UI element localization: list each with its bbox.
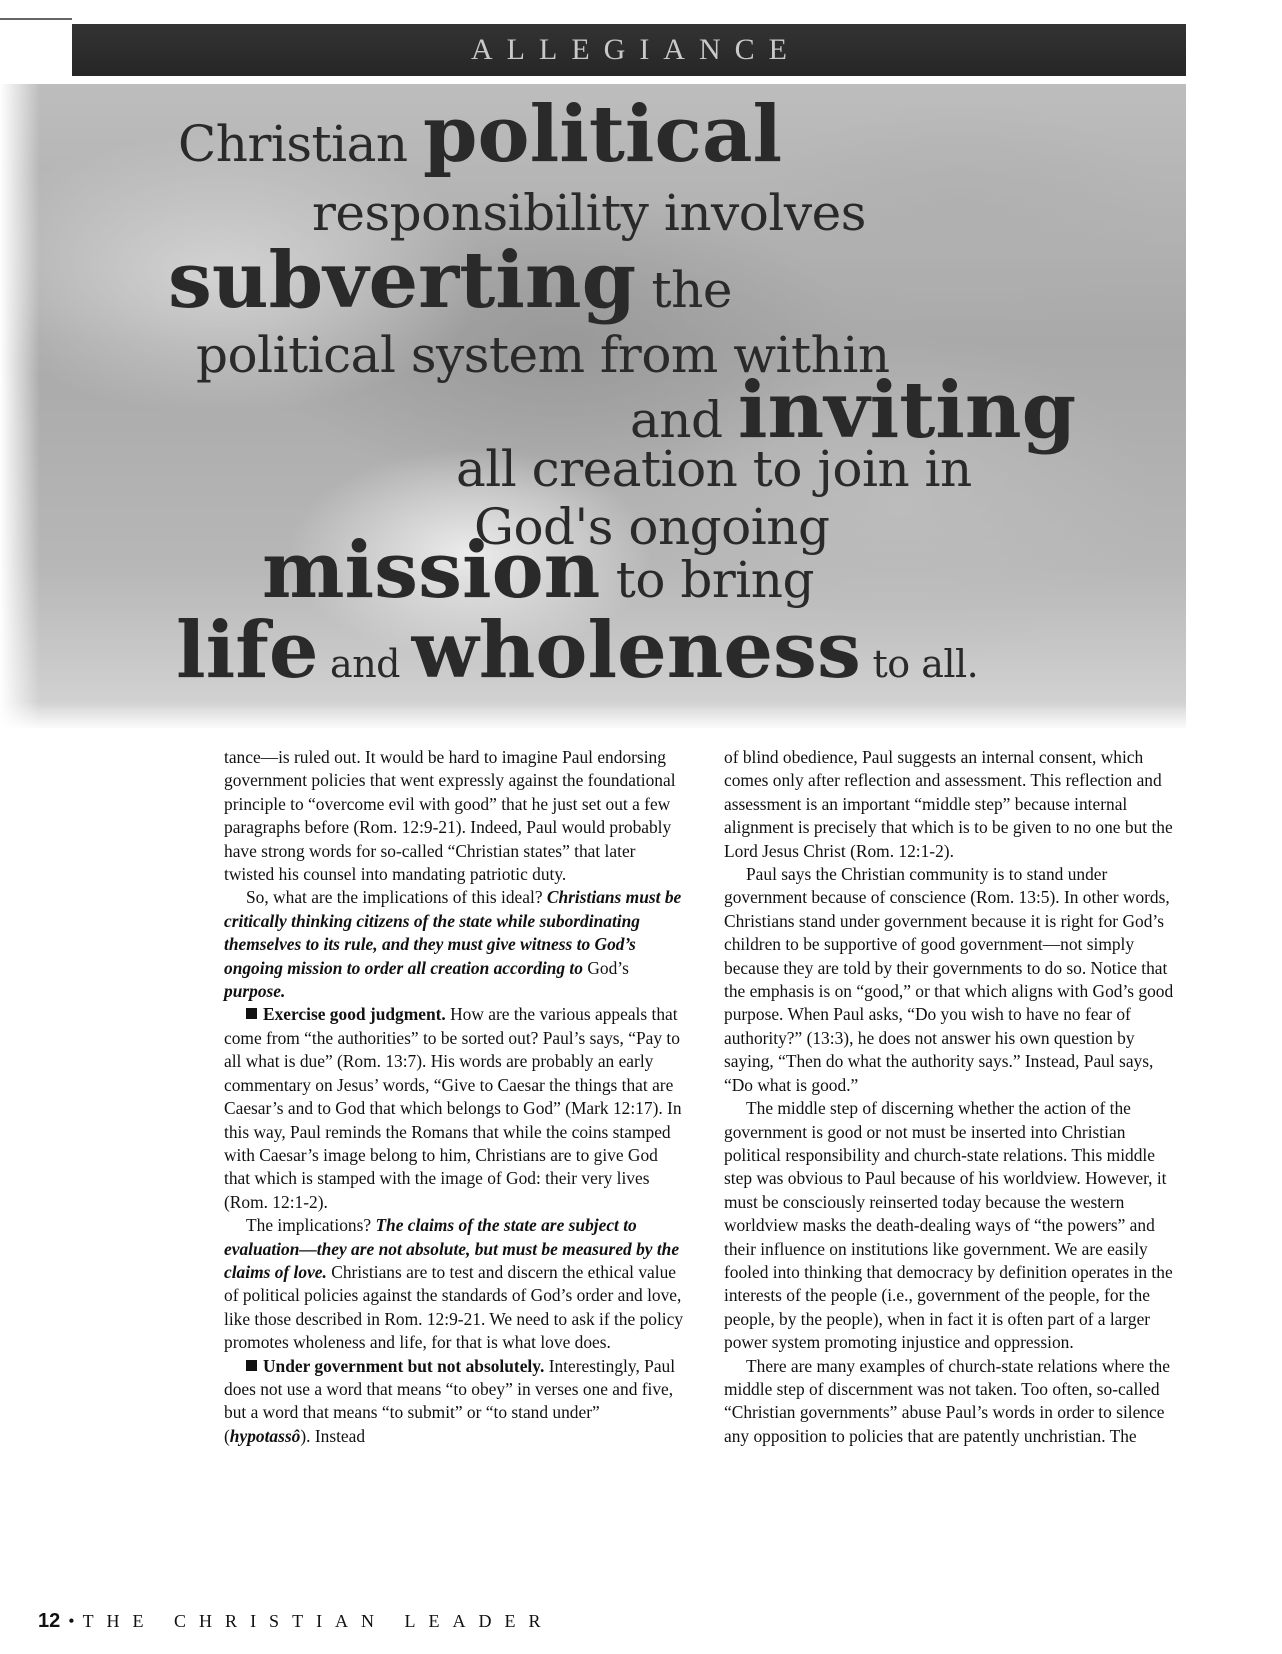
magazine-name: THE CHRISTIAN LEADER — [82, 1611, 554, 1631]
right-paragraph-1: of blind obedience, Paul suggests an internal consent, which comes only after reflection and assessment. This reflection and assessment is an important “middle step” because internal alignment is precisely that which is to be given to no one but the Lord Jesus Christ (Rom. 12:1-2). — [724, 747, 1173, 861]
right-paragraph-3: The middle step of discerning whether the action of the government is good or not must be inserted into Christian political responsibility and church-state relations. This middle step was obvious to Paul because of his worldview. However, it must be consciously reinserted today because the western worldview masks the death-dealing ways of “the powers” and their influence on institutions like government. We are easily fooled into thinking that democracy by definition operates in the interests of the people (i.e., government of the people, for the people, by the people), when in fact it is often part of a larger power system promoting injustice and oppression. — [724, 1098, 1173, 1353]
headline-line-8: mission to bring — [262, 525, 814, 616]
page-number: 12 — [38, 1610, 61, 1632]
square-bullet-icon — [246, 1008, 257, 1019]
right-column — [724, 746, 1184, 1448]
left-paragraph-5: Under government but not absolutely. Interestingly, Paul does not use a word that means “to obey” in verses one and five, but a word that means “to submit” or “to stand under” (hypotassô). Instead — [224, 1355, 676, 1446]
headline-line-1: Christian political — [178, 89, 783, 180]
headline-line-6: all creation to join in — [456, 440, 972, 498]
footer-separator: • — [68, 1611, 75, 1631]
headline-line-9: life and wholeness to all. — [176, 605, 979, 696]
left-paragraph-3: Exercise good judgment. How are the various appeals that come from “the authorities” to be sorted out? Paul’s says, “Pay to all what is due” (Rom. 13:7). His words are probably an early commentary on Jesus’ words, “Give to Caesar the things that are Caesar’s and to God that which belongs to God” (Mark 12:17). In this way, Paul reminds the Romans that while the coins stamped with Caesar’s image belong to him, Christians are to give God that which is stamped with the image of God: their very lives (Rom. 12:1-2). — [224, 1004, 682, 1212]
left-paragraph-4: The implications? The claims of the state are subject to evaluation—they are not absolute, but must be measured by the claims of love. Christians are to test and discern the ethical value of political policies against the standards of God’s order and love, like those described in Rom. 12:9-21. We need to ask if the policy promotes wholeness and life, for that is what love does. — [224, 1215, 684, 1353]
hero-bottom-fade — [0, 702, 1186, 728]
pull-quote-hero — [0, 84, 1186, 728]
headline-line-4: political system from within — [196, 326, 890, 384]
top-rule — [0, 18, 72, 20]
left-column — [224, 746, 684, 1448]
right-paragraph-2: Paul says the Christian community is to stand under government because of conscience (Rom. 13:5). In other words, Christians stand under government because it is right for God’s children to be supportive of good government—not simply because they are told by their governments to do so. Notice that the emphasis is on “good,” or that which aligns with God’s good purpose. When Paul asks, “Do you wish to have no fear of authority?” (13:3), he does not answer his own question by saying, “Then do what the authority says.” Instead, Paul says, “Do what is good.” — [724, 864, 1174, 1095]
left-paragraph-1: tance—is ruled out. It would be hard to imagine Paul endorsing government policies that went expressly against the foundational principle to “overcome evil with good” that he just set out a few paragraphs before (Rom. 12:9-21). Indeed, Paul would probably have strong words for so-called “Christian states” that later twisted his counsel into mandating patriotic duty. — [224, 747, 676, 885]
headline-line-5: and inviting — [630, 365, 1077, 456]
hero-edge-fade — [0, 84, 40, 728]
headline-line-3: subverting the — [168, 235, 732, 326]
headline-line-7: God's ongoing — [474, 498, 830, 556]
right-paragraph-4: There are many examples of church-state relations where the middle step of discernment was not taken. Too often, so-called “Christian governments” abuse Paul’s words in order to silence any opposition to policies that are patently unchristian. The — [724, 1355, 1170, 1446]
square-bullet-icon — [246, 1360, 257, 1371]
section-label: ALLEGIANCE — [471, 33, 801, 66]
section-header-band — [72, 24, 1186, 76]
left-paragraph-2: So, what are the implications of this ideal? Christians must be critically thinking citizens of the state while subordinating themselves to its rule, and they must give witness to God’s ongoing mission to order all creation according to God’s purpose. — [224, 887, 682, 1002]
page-footer — [38, 1610, 554, 1633]
headline-line-2: responsibility involves — [312, 184, 866, 242]
